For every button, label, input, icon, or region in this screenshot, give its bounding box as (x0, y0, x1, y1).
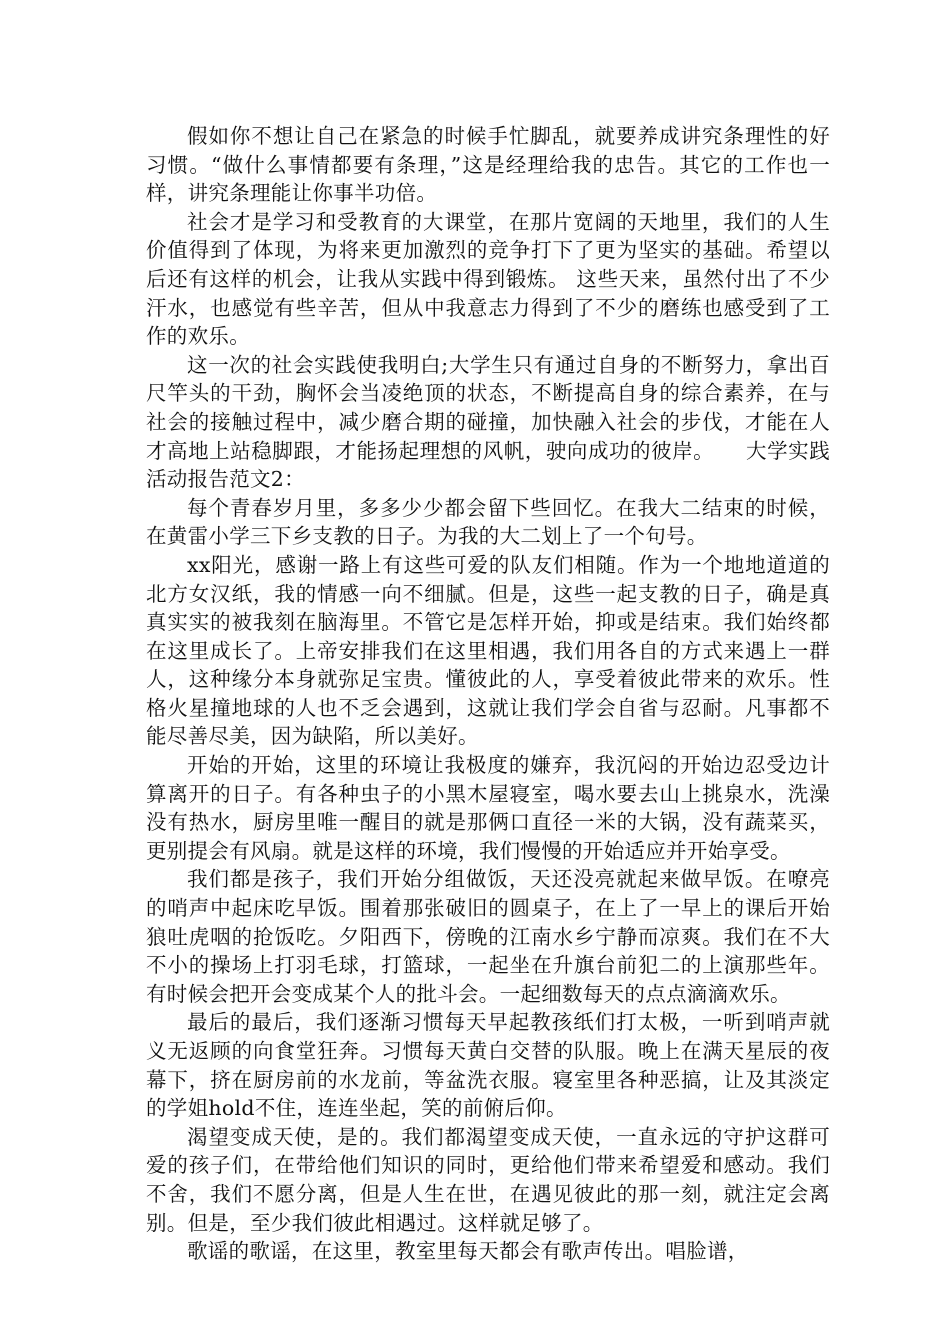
paragraph: 假如你不想让自己在紧急的时候手忙脚乱，就要养成讲究条理性的好习惯。“做什么事情都要有条理，”这是经理给我的忠告。其它的工作也一样，讲究条理能让你事半功倍。 (146, 124, 830, 206)
paragraph: 这一次的社会实践使我明白;大学生只有通过自身的不断努力，拿出百尺竿头的干劲，胸怀会当凌绝顶的状态，不断提高自身的综合素养，在与社会的接触过程中，减少磨合期的碰撞，加快融入社会的步伐，才能在人才高地上站稳脚跟，才能扬起理想的风帆，驶向成功的彼岸。 大学实践活动报告范文2： (146, 352, 830, 492)
paragraph: 最后的最后，我们逐渐习惯每天早起教孩纸们打太极，一听到哨声就义无返顾的向食堂狂奔。习惯每天黄白交替的队服。晚上在满天星辰的夜幕下，挤在厨房前的水龙前，等盆洗衣服。寝室里各种恶搞，让及其淡定的学姐hold不住，连连坐起，笑的前俯后仰。 (146, 1010, 830, 1121)
paragraph: 开始的开始，这里的环境让我极度的嫌弃，我沉闷的开始边忍受边计算离开的日子。有各种虫子的小黑木屋寝室，喝水要去山上挑泉水，洗澡没有热水，厨房里唯一醒目的就是那俩口直径一米的大锅，没有蔬菜买，更别提会有风扇。就是这样的环境，我们慢慢的开始适应并开始享受。 (146, 753, 830, 863)
paragraph: 社会才是学习和受教育的大课堂，在那片宽阔的天地里，我们的人生价值得到了体现，为将来更加激烈的竞争打下了更为坚实的基础。希望以后还有这样的机会，让我从实践中得到锻炼。 这些天来，虽然付出了不少汗水，也感觉有些辛苦，但从中我意志力得到了不少的磨练也感受到了工作的欢乐。 (146, 209, 830, 349)
document-body (146, 122, 830, 1266)
paragraph: 每个青春岁月里，多多少少都会留下些回忆。在我大二结束的时候，在黄雷小学三下乡支教的日子。为我的大二划上了一个句号。 (146, 495, 830, 549)
paragraph: 歌谣的歌谣，在这里，教室里每天都会有歌声传出。唱脸谱， (187, 1239, 749, 1264)
paragraph: xx阳光，感谢一路上有这些可爱的队友们相随。作为一个地地道道的北方女汉纸，我的情感一向不细腻。但是，这些一起支教的日子，确是真真实实的被我刻在脑海里。不管它是怎样开始，抑或是结束。我们始终都在这里成长了。上帝安排我们在这里相遇，我们用各自的方式来遇上一群人，这种缘分本身就弥足宝贵。懂彼此的人，享受着彼此带来的欢乐。性格火星撞地球的人也不乏会遇到，这就让我们学会自省与忍耐。凡事都不能尽善尽美，因为缺陷，所以美好。 (146, 552, 830, 749)
paragraph: 渴望变成天使，是的。我们都渴望变成天使，一直永远的守护这群可爱的孩子们，在带给他们知识的同时，更给他们带来希望爱和感动。我们不舍，我们不愿分离，但是人生在世，在遇见彼此的那一刻，就注定会离别。但是，至少我们彼此相遇过。这样就足够了。 (146, 1124, 830, 1235)
paragraph: 我们都是孩子，我们开始分组做饭，天还没亮就起来做早饭。在嘹亮的哨声中起床吃早饭。围着那张破旧的圆桌子，在上了一早上的课后开始狼吐虎咽的抢饭吃。夕阳西下，傍晚的江南水乡宁静而凉爽。我们在不大不小的操场上打羽毛球，打篮球，一起坐在升旗台前犯二的上演那些年。有时候会把开会变成某个人的批斗会。一起细数每天的点点滴滴欢乐。 (146, 867, 830, 1006)
